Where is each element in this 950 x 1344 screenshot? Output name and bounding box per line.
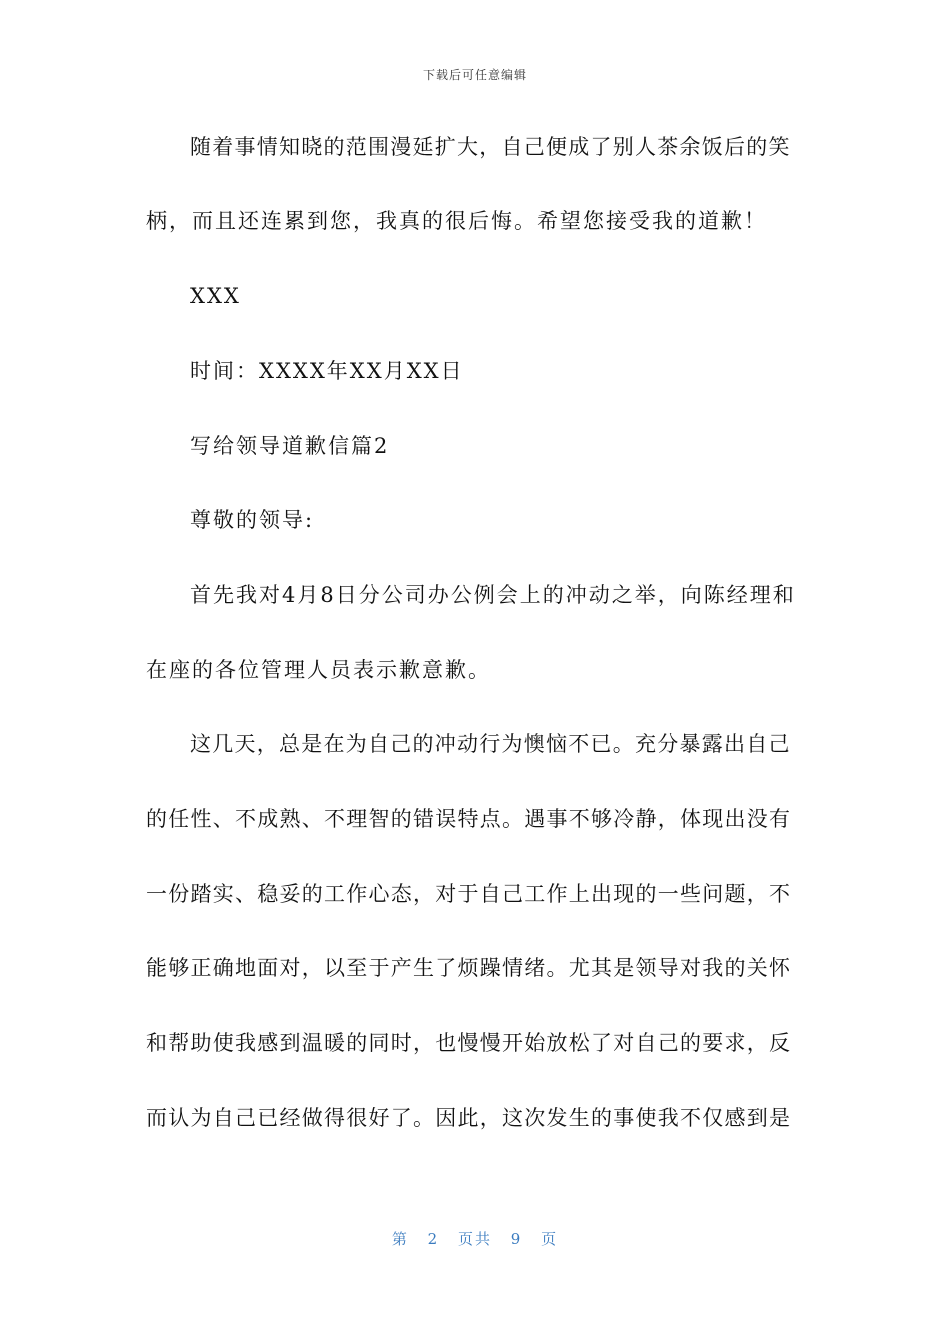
paragraph-line: 这几天，总是在为自己的冲动行为懊恼不已。充分暴露出自己 — [190, 732, 791, 756]
paragraph-line: 随着事情知晓的范围漫延扩大，自己便成了别人茶余饭后的笑 — [190, 135, 791, 159]
page-footer: 第 2 页共 9 页 — [391, 1230, 559, 1248]
paragraph-line: 和帮助使我感到温暖的同时，也慢慢开始放松了对自己的要求，反 — [146, 1031, 792, 1055]
paragraph-line: 一份踏实、稳妥的工作心态，对于自己工作上出现的一些问题，不 — [146, 882, 792, 906]
date-line: 时间：XXXX年XX月XX日 — [190, 359, 464, 383]
paragraph-line: 柄，而且还连累到您，我真的很后悔。希望您接受我的道歉！ — [146, 209, 767, 233]
page-header: 下载后可任意编辑 — [422, 68, 527, 82]
paragraph-line: 能够正确地面对，以至于产生了烦躁情绪。尤其是领导对我的关怀 — [146, 956, 792, 980]
salutation: 尊敬的领导: — [190, 508, 315, 532]
paragraph-line: 在座的各位管理人员表示歉意歉。 — [146, 658, 491, 682]
paragraph-line: 首先我对4月8日分公司办公例会上的冲动之举，向陈经理和 — [190, 583, 796, 607]
section-title: 写给领导道歉信篇2 — [190, 434, 390, 458]
signature-name: XXX — [190, 284, 241, 308]
paragraph-line: 而认为自己已经做得很好了。因此，这次发生的事使我不仅感到是 — [146, 1106, 792, 1130]
paragraph-line: 的任性、不成熟、不理智的错误特点。遇事不够冷静，体现出没有 — [146, 807, 792, 831]
